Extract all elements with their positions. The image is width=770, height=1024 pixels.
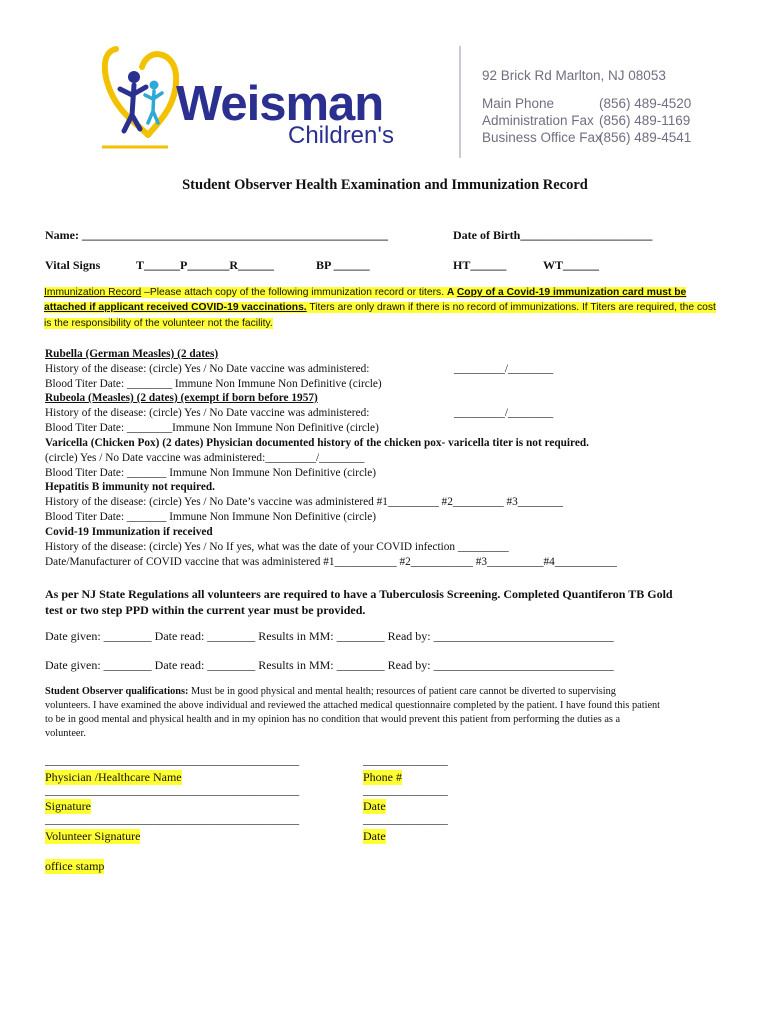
covid-heading: Covid-19 Immunization if received — [45, 526, 213, 538]
contact-label-business-fax: Business Office Fax — [482, 130, 602, 145]
qualifications-line-3: to be in good mental and physical health and in my opinion has no condition that would prevent this patient from performing the duties as a — [45, 714, 621, 725]
rubeola-history: History of the disease: (circle) Yes / No Date vaccine was administered: — [45, 407, 370, 419]
notice-line-2 — [44, 302, 716, 313]
wt-field: WT______ — [543, 258, 600, 272]
physician-signature-line: _____________________________________________ — [45, 755, 300, 767]
notice-covid-card: Copy of a Covid-19 immunization card must be — [456, 287, 687, 298]
contact-value-business-fax: (856) 489-4541 — [599, 130, 692, 145]
rubeola-titer: Blood Titer Date: ________Immune Non Immune Non Definitive (circle) — [45, 422, 379, 434]
volunteer-signature-line: _____________________________________________ — [45, 814, 300, 826]
covid-manufacturer: Date/Manufacturer of COVID vaccine that was administered #1___________ #2___________ #3__________#4___________ — [45, 556, 617, 568]
tb-requirement-line-2: test or two step PPD within the current year must be provided. — [45, 603, 366, 617]
hepb-titer: Blood Titer Date: _______ Immune Non Immune Non Definitive (circle) — [45, 511, 377, 523]
qualifications-text-1: Must be in good physical and mental health; resources of patient care cannot be diverted to supervising — [188, 686, 616, 697]
varicella-history: (circle) Yes / No Date vaccine was administered:_________/________ — [45, 452, 365, 464]
hepb-heading: Hepatitis B immunity not required. — [45, 481, 215, 493]
qualifications-label: Student Observer qualifications: — [45, 686, 189, 697]
contact-value-admin-fax: (856) 489-1169 — [599, 113, 691, 128]
date-label-2: Date — [363, 829, 386, 843]
name-field: Name: ___________________________________________________ — [45, 228, 388, 242]
qualifications-line-4: volunteer. — [45, 728, 86, 739]
contact-value-main-phone: (856) 489-4520 — [599, 96, 692, 111]
notice-covid-card-cont: attached if applicant received COVID-19 vaccinations. — [44, 302, 307, 313]
office-stamp-label: office stamp — [45, 859, 105, 873]
address: 92 Brick Rd Marlton, NJ 08053 — [482, 68, 666, 83]
dob-field: Date of Birth______________________ — [453, 228, 653, 242]
varicella-titer: Blood Titer Date: _______ Immune Non Immune Non Definitive (circle) — [45, 467, 377, 479]
signature-line: _____________________________________________ — [45, 785, 300, 797]
notice-text-1b: A — [446, 287, 457, 298]
tpr-field: T______P_______R______ — [136, 258, 274, 272]
ht-field: HT______ — [453, 258, 507, 272]
rubeola-date: _________/________ — [454, 407, 554, 419]
logo-name: Weisman — [176, 77, 384, 131]
notice-line-1 — [44, 287, 686, 298]
rubella-date: _________/________ — [454, 363, 554, 375]
contact-label-admin-fax: Administration Fax — [482, 113, 594, 128]
phone-label: Phone # — [363, 770, 402, 784]
covid-history: History of the disease: (circle) Yes / No If yes, what was the date of your COVID infection _________ — [45, 541, 509, 553]
volunteer-signature-label: Volunteer Signature — [45, 829, 141, 843]
vital-signs-label: Vital Signs — [45, 258, 101, 272]
logo-subtitle: Children's — [288, 122, 394, 149]
contact-label-main-phone: Main Phone — [482, 96, 555, 111]
qualifications-line-2: volunteers. I have examined the above individual and reviewed the attached medical questionnaire completed by the patient. I have found this patient — [45, 700, 661, 711]
varicella-heading: Varicella (Chicken Pox) (2 dates) Physician documented history of the chicken pox- varicella titer is not required. — [45, 437, 589, 449]
tb-requirement-line-1: As per NJ State Regulations all volunteers are required to have a Tuberculosis Screening. Completed Quantiferon TB Gold — [45, 587, 673, 601]
date-label-1: Date — [363, 799, 386, 813]
notice-text-2: Titers are only drawn if there is no record of immunizations. If Titers are required, the cost — [306, 302, 716, 313]
qualifications-line-1 — [45, 686, 616, 697]
signature-label: Signature — [45, 799, 91, 813]
hepb-history: History of the disease: (circle) Yes / No Date’s vaccine was administered #1_________ #2_________ #3________ — [45, 496, 563, 508]
date-line-1: _______________ — [363, 785, 448, 797]
notice-text-1: –Please attach copy of the following immunization record or titers. — [141, 287, 447, 298]
page-title: Student Observer Health Examination and Immunization Record — [182, 177, 588, 193]
phone-line: _______________ — [363, 755, 448, 767]
tb-test-row-1: Date given: ________ Date read: ________ Results in MM: ________ Read by: ______________________________ — [45, 629, 614, 643]
notice-line-3: is the responsibility of the volunteer not the facility. — [44, 318, 273, 329]
rubella-history: History of the disease: (circle) Yes / No Date vaccine was administered: — [45, 363, 370, 375]
physician-name-label: Physician /Healthcare Name — [45, 770, 182, 784]
header-divider — [459, 46, 461, 158]
date-line-2: _______________ — [363, 814, 448, 826]
rubella-titer: Blood Titer Date: ________ Immune Non Immune Non Definitive (circle) — [45, 378, 382, 390]
tb-test-row-2: Date given: ________ Date read: ________ Results in MM: ________ Read by: ______________________________ — [45, 658, 614, 672]
notice-label: Immunization Record — [44, 287, 142, 298]
rubella-heading: Rubella (German Measles) (2 dates) — [45, 348, 219, 360]
rubeola-heading: Rubeola (Measles) (2 dates) (exempt if born before 1957) — [45, 392, 318, 404]
bp-field: BP ______ — [316, 258, 370, 272]
